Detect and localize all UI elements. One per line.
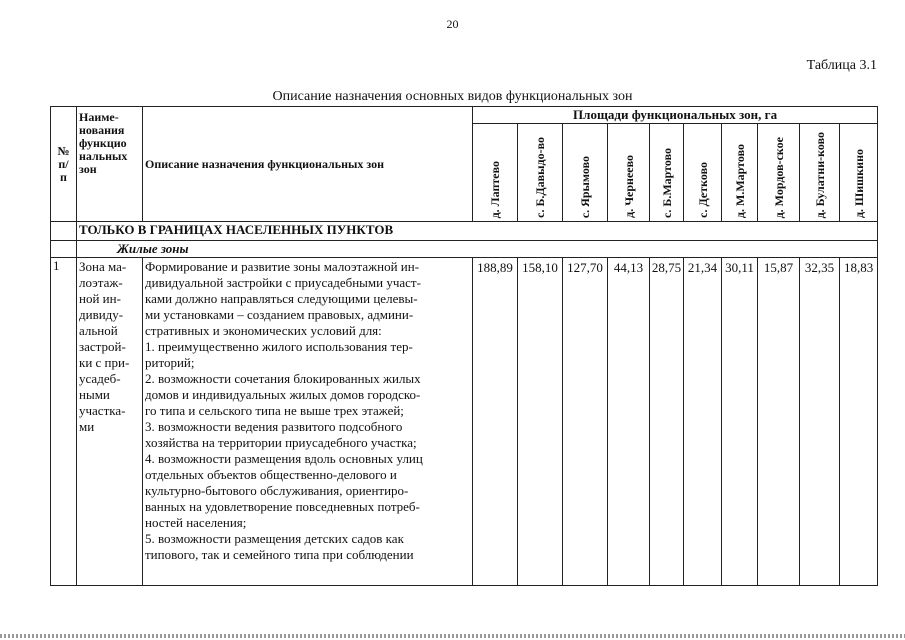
area-value: 18,83 (840, 258, 878, 586)
zone-name-line: ми (79, 419, 95, 434)
subsection-title: Жилые зоны (77, 241, 878, 258)
desc-line: 3. возможности ведения развитого подсобного (145, 419, 403, 434)
desc-line: го типа и сельского типа не выше трех этажей; (145, 403, 404, 418)
zone-name-line: усадеб- (79, 371, 121, 386)
desc-line: домов и индивидуальных жилых домов городско- (145, 387, 421, 402)
desc-line: стративных и экономических условий для: (145, 323, 382, 338)
header-settlement: д. Шишкино (840, 124, 878, 222)
table-row (51, 258, 878, 586)
zone-name-line: застрой- (79, 339, 126, 354)
desc-line: 2. возможности сочетания блокированных жилых (145, 371, 421, 386)
area-value: 188,89 (473, 258, 518, 586)
header-name-line: функцио (79, 136, 127, 150)
header-num-line: п/ (58, 156, 69, 171)
zone-name-line: альной (79, 323, 118, 338)
header-num-line: № (57, 143, 70, 158)
header-settlement: с. Ярымово (563, 124, 608, 222)
header-row-top (51, 107, 878, 124)
header-settlement: д. Чернеево (608, 124, 650, 222)
area-value: 127,70 (563, 258, 608, 586)
desc-line: ностей населения; (145, 515, 247, 530)
header-settlement: д. М.Мартово (722, 124, 758, 222)
area-value: 15,87 (758, 258, 800, 586)
header-settlement: с. Детково (684, 124, 722, 222)
row-number: 1 (51, 258, 77, 586)
zone-name-line: ки с при- (79, 355, 130, 370)
zones-table (50, 106, 878, 586)
header-zone-name (77, 107, 143, 222)
desc-line: дивидуальной застройки с приусадебными участ- (145, 275, 421, 290)
area-value: 158,10 (518, 258, 563, 586)
desc-line: отдельных объектов общественно-делового и (145, 467, 397, 482)
subsection-row (51, 241, 878, 258)
header-settlement: д. Мордов-ское (758, 124, 800, 222)
area-value: 44,13 (608, 258, 650, 586)
zone-name (77, 258, 143, 586)
header-settlement: д. Лаптево (473, 124, 518, 222)
desc-line: Формирование и развитие зоны малоэтажной ин- (145, 259, 420, 274)
header-settlement: с. Б.Давыдо-во (518, 124, 563, 222)
zone-name-line: лоэтаж- (79, 275, 123, 290)
desc-line: хозяйства на территории приусадебного участка; (145, 435, 417, 450)
header-num-line: п (60, 169, 67, 184)
area-value: 30,11 (722, 258, 758, 586)
header-name-line: зон (79, 162, 97, 176)
page-number: 20 (446, 17, 459, 31)
desc-line: 4. возможности размещения вдоль основных улиц (145, 451, 423, 466)
header-settlement: с. Б.Мартово (650, 124, 684, 222)
header-num (51, 107, 77, 222)
section-row (51, 222, 878, 241)
header-name-line: нования (79, 123, 125, 137)
area-value: 28,75 (650, 258, 684, 586)
zone-description (143, 258, 473, 586)
desc-line: типового, так и семейного типа при соблюдении (145, 547, 414, 562)
area-value: 21,34 (684, 258, 722, 586)
desc-line: ками должно направляться следующими целевы- (145, 291, 418, 306)
table-label: Таблица 3.1 (806, 58, 877, 73)
desc-line: риторий; (145, 355, 195, 370)
scan-edge-artifact (0, 634, 905, 638)
zone-name-line: ными (79, 387, 110, 402)
area-value: 32,35 (800, 258, 840, 586)
header-description: Описание назначения функциональных зон (143, 107, 473, 222)
header-areas-group: Площади функциональных зон, га (473, 107, 878, 124)
desc-line: культурно-бытового обслуживания, ориентиро- (145, 483, 409, 498)
header-name-line: Наиме- (79, 110, 119, 124)
header-name-line: нальных (79, 149, 128, 163)
desc-line: ми установками – созданием правовых, админи- (145, 307, 414, 322)
zone-name-line: дивиду- (79, 307, 124, 322)
zone-name-line: ной ин- (79, 291, 121, 306)
desc-line: 5. возможности размещения детских садов как (145, 531, 404, 546)
zone-name-line: Зона ма- (79, 259, 127, 274)
desc-line: 1. преимущественно жилого использования тер- (145, 339, 413, 354)
table-caption: Описание назначения основных видов функциональных зон (272, 89, 633, 104)
header-settlement: д. Булатни-ково (800, 124, 840, 222)
desc-line: ванных на удовлетворение повседневных потреб- (145, 499, 420, 514)
zone-name-line: участка- (79, 403, 126, 418)
section-title: ТОЛЬКО В ГРАНИЦАХ НАСЕЛЕННЫХ ПУНКТОВ (77, 222, 878, 241)
